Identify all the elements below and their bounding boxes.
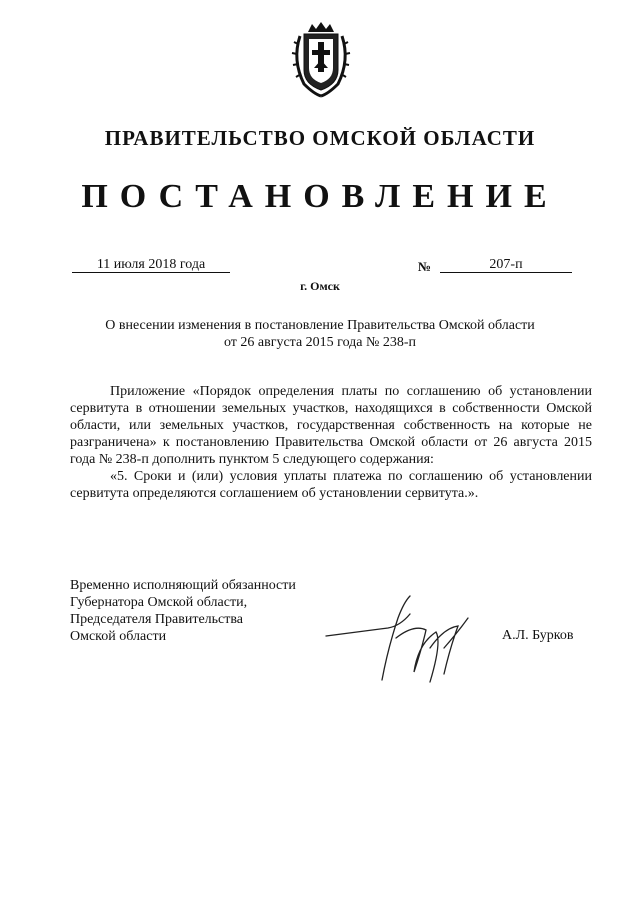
document-type-heading: ПОСТАНОВЛЕНИЕ [81, 178, 559, 215]
signer-position-line-1: Временно исполняющий обязанности [70, 578, 296, 593]
document-date: 11 июля 2018 года [72, 257, 230, 273]
signer-position-line-2: Губернатора Омской области, [70, 595, 248, 610]
signer-position [70, 577, 296, 645]
signer-name: А.Л. Бурков [502, 628, 574, 643]
body-paragraph-1: Приложение «Порядок определения платы по соглашению об установлении сервитута в отношении земельных участков, находящихся в собственности Омской области, или земельных участков, государственная собственность на которые не разграничена» к постановлению Правительства Омской области от 26 августа 2015 года № 238-п дополнить пунктом 5 следующего содержания: [70, 384, 592, 467]
body-paragraph-2: «5. Сроки и (или) условия уплаты платежа по соглашению об установлении сервитута определяются соглашением об установлении сервитута.». [70, 469, 592, 501]
signer-position-line-4: Омской области [70, 629, 167, 644]
document-body [70, 383, 592, 502]
city-name: г. Омск [300, 279, 340, 293]
subject-line-2: от 26 августа 2015 года № 238-п [223, 335, 417, 350]
handwritten-signature [318, 588, 498, 698]
signer-position-line-3: Председателя Правительства [70, 612, 244, 627]
number-sign: № [418, 259, 432, 274]
subject-line-1: О внесении изменения в постановление Правительства Омской области [105, 318, 535, 333]
document-subject [60, 317, 580, 351]
coat-of-arms-emblem [290, 20, 352, 98]
government-title: ПРАВИТЕЛЬСТВО ОМСКОЙ ОБЛАСТИ [104, 126, 536, 150]
document-number: 207-п [440, 257, 572, 273]
